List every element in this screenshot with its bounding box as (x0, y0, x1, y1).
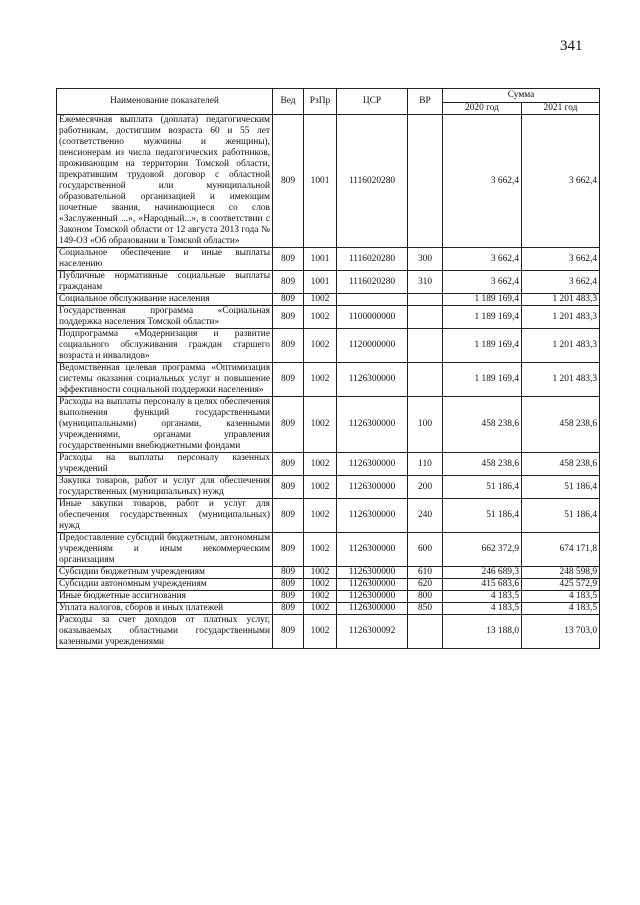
cell-name: Расходы на выплаты персоналу казенных учреждений (57, 453, 273, 476)
cell-name: Социальное обеспечение и иные выплаты населению (57, 248, 273, 271)
cell-csr: 1126300000 (337, 603, 408, 615)
cell-name: Публичные нормативные социальные выплаты гражданам (57, 271, 273, 294)
cell-rzpr: 1002 (304, 294, 337, 306)
cell-vr: 620 (408, 579, 443, 591)
cell-ved: 809 (273, 397, 304, 453)
cell-ved: 809 (273, 499, 304, 533)
header-ved: Вед (273, 89, 304, 115)
cell-y2020: 458 238,6 (443, 453, 522, 476)
cell-rzpr: 1001 (304, 248, 337, 271)
header-rzpr: РзПр (304, 89, 337, 115)
cell-y2021: 425 572,9 (522, 579, 600, 591)
cell-rzpr: 1002 (304, 615, 337, 649)
cell-y2020: 4 183,5 (443, 603, 522, 615)
cell-vr: 300 (408, 248, 443, 271)
cell-name: Субсидии бюджетным учреждениям (57, 567, 273, 579)
cell-ved: 809 (273, 294, 304, 306)
table-row (57, 476, 600, 499)
cell-vr (408, 294, 443, 306)
budget-table (56, 88, 600, 649)
cell-rzpr: 1002 (304, 579, 337, 591)
table-row (57, 329, 600, 363)
cell-rzpr: 1002 (304, 476, 337, 499)
cell-ved: 809 (273, 271, 304, 294)
cell-csr: 1116020280 (337, 115, 408, 248)
table-row (57, 248, 600, 271)
cell-y2020: 1 189 169,4 (443, 306, 522, 329)
cell-y2021: 458 238,6 (522, 453, 600, 476)
cell-csr: 1126300000 (337, 533, 408, 567)
cell-y2021: 13 703,0 (522, 615, 600, 649)
cell-name: Иные бюджетные ассигнования (57, 591, 273, 603)
cell-csr: 1126300000 (337, 397, 408, 453)
cell-y2020: 458 238,6 (443, 397, 522, 453)
cell-y2021: 3 662,4 (522, 115, 600, 248)
cell-ved: 809 (273, 476, 304, 499)
header-name: Наименование показателей (57, 89, 273, 115)
table-row (57, 499, 600, 533)
cell-ved: 809 (273, 615, 304, 649)
cell-rzpr: 1002 (304, 603, 337, 615)
cell-csr: 1126300000 (337, 476, 408, 499)
cell-csr: 1126300000 (337, 591, 408, 603)
cell-csr: 1126300000 (337, 453, 408, 476)
cell-y2020: 13 188,0 (443, 615, 522, 649)
table-row (57, 615, 600, 649)
cell-csr: 1126300000 (337, 567, 408, 579)
table-row (57, 294, 600, 306)
cell-y2020: 4 183,5 (443, 591, 522, 603)
header-year-2021: 2021 год (522, 103, 600, 115)
cell-vr: 110 (408, 453, 443, 476)
cell-y2020: 1 189 169,4 (443, 329, 522, 363)
table-row (57, 567, 600, 579)
cell-rzpr: 1002 (304, 363, 337, 397)
cell-vr (408, 615, 443, 649)
cell-rzpr: 1002 (304, 499, 337, 533)
cell-csr: 1116020280 (337, 248, 408, 271)
cell-ved: 809 (273, 453, 304, 476)
cell-name: Подпрограмма «Модернизация и развитие социального обслуживания граждан старшего возраста и инвалидов» (57, 329, 273, 363)
table-row (57, 603, 600, 615)
cell-y2021: 1 201 483,3 (522, 329, 600, 363)
cell-ved: 809 (273, 329, 304, 363)
table-row (57, 591, 600, 603)
cell-rzpr: 1002 (304, 329, 337, 363)
cell-csr: 1126300000 (337, 363, 408, 397)
cell-ved: 809 (273, 115, 304, 248)
cell-y2021: 51 186,4 (522, 476, 600, 499)
cell-y2021: 1 201 483,3 (522, 363, 600, 397)
cell-y2020: 3 662,4 (443, 115, 522, 248)
cell-rzpr: 1002 (304, 533, 337, 567)
cell-csr (337, 294, 408, 306)
cell-ved: 809 (273, 363, 304, 397)
cell-y2020: 3 662,4 (443, 271, 522, 294)
cell-rzpr: 1002 (304, 591, 337, 603)
cell-y2020: 662 372,9 (443, 533, 522, 567)
cell-y2021: 4 183,5 (522, 591, 600, 603)
cell-vr: 240 (408, 499, 443, 533)
cell-y2021: 51 186,4 (522, 499, 600, 533)
cell-vr: 610 (408, 567, 443, 579)
cell-rzpr: 1001 (304, 271, 337, 294)
page-number: 341 (560, 38, 583, 54)
cell-rzpr: 1002 (304, 306, 337, 329)
header-vr: ВР (408, 89, 443, 115)
table-row (57, 453, 600, 476)
cell-name: Расходы на выплаты персоналу в целях обеспечения выполнения функций государственными (муниципальными) органами, казенными учреждениями, органами управления государственными внебюджетными фондами (57, 397, 273, 453)
cell-y2020: 246 689,3 (443, 567, 522, 579)
cell-y2020: 1 189 169,4 (443, 294, 522, 306)
cell-y2020: 415 683,6 (443, 579, 522, 591)
table-row (57, 397, 600, 453)
cell-y2021: 4 183,5 (522, 603, 600, 615)
cell-name: Социальное обслуживание населения (57, 294, 273, 306)
cell-y2021: 3 662,4 (522, 271, 600, 294)
cell-ved: 809 (273, 591, 304, 603)
cell-y2020: 51 186,4 (443, 476, 522, 499)
cell-ved: 809 (273, 567, 304, 579)
cell-vr (408, 306, 443, 329)
cell-vr: 310 (408, 271, 443, 294)
cell-vr (408, 363, 443, 397)
cell-y2021: 3 662,4 (522, 248, 600, 271)
cell-ved: 809 (273, 248, 304, 271)
table-row (57, 271, 600, 294)
cell-name: Предоставление субсидий бюджетным, автономным учреждениям и иным некоммерческим организациям (57, 533, 273, 567)
header-csr: ЦСР (337, 89, 408, 115)
cell-ved: 809 (273, 533, 304, 567)
cell-y2020: 3 662,4 (443, 248, 522, 271)
cell-ved: 809 (273, 579, 304, 591)
cell-rzpr: 1002 (304, 397, 337, 453)
table-row (57, 363, 600, 397)
cell-name: Закупка товаров, работ и услуг для обеспечения государственных (муниципальных) нужд (57, 476, 273, 499)
cell-vr: 100 (408, 397, 443, 453)
cell-vr: 600 (408, 533, 443, 567)
cell-name: Ежемесячная выплата (доплата) педагогическим работникам, достигшим возраста 60 и 55 лет (соответственно мужчины и женщины), пенсионерам из числа педагогических работников, проживающим на территории Томской области, прекратившим трудовой договор с областной государственной или муниципальной образовательной организацией и имеющим почетные звания, начинающиеся со слов «Заслуженный ...», «Народный...», в соответствии с Законом Томской области от 12 августа 2013 года № 149-ОЗ «Об образовании в Томской области» (57, 115, 273, 248)
cell-name: Государственная программа «Социальная поддержка населения Томской области» (57, 306, 273, 329)
cell-ved: 809 (273, 306, 304, 329)
cell-name: Расходы за счет доходов от платных услуг, оказываемых областными государственными казенными учреждениями (57, 615, 273, 649)
cell-y2021: 1 201 483,3 (522, 294, 600, 306)
cell-y2020: 51 186,4 (443, 499, 522, 533)
cell-rzpr: 1001 (304, 115, 337, 248)
header-year-2020: 2020 год (443, 103, 522, 115)
cell-y2021: 248 598,9 (522, 567, 600, 579)
cell-csr: 1100000000 (337, 306, 408, 329)
cell-csr: 1116020280 (337, 271, 408, 294)
header-sum: Сумма (443, 89, 600, 103)
cell-name: Субсидии автономным учреждениям (57, 579, 273, 591)
cell-vr: 200 (408, 476, 443, 499)
cell-y2021: 1 201 483,3 (522, 306, 600, 329)
cell-y2021: 458 238,6 (522, 397, 600, 453)
cell-vr (408, 115, 443, 248)
cell-csr: 1120000000 (337, 329, 408, 363)
cell-name: Уплата налогов, сборов и иных платежей (57, 603, 273, 615)
table-row (57, 306, 600, 329)
cell-csr: 1126300000 (337, 499, 408, 533)
cell-y2021: 674 171,8 (522, 533, 600, 567)
cell-y2020: 1 189 169,4 (443, 363, 522, 397)
cell-vr: 800 (408, 591, 443, 603)
table-row (57, 579, 600, 591)
cell-csr: 1126300000 (337, 579, 408, 591)
cell-ved: 809 (273, 603, 304, 615)
cell-csr: 1126300092 (337, 615, 408, 649)
cell-rzpr: 1002 (304, 567, 337, 579)
cell-vr (408, 329, 443, 363)
cell-rzpr: 1002 (304, 453, 337, 476)
table-row (57, 533, 600, 567)
cell-name: Иные закупки товаров, работ и услуг для обеспечения государственных (муниципальных) нужд (57, 499, 273, 533)
table-row (57, 115, 600, 248)
cell-name: Ведомственная целевая программа «Оптимизация системы оказания социальных услуг и повышение эффективности социальной поддержки населения» (57, 363, 273, 397)
cell-vr: 850 (408, 603, 443, 615)
